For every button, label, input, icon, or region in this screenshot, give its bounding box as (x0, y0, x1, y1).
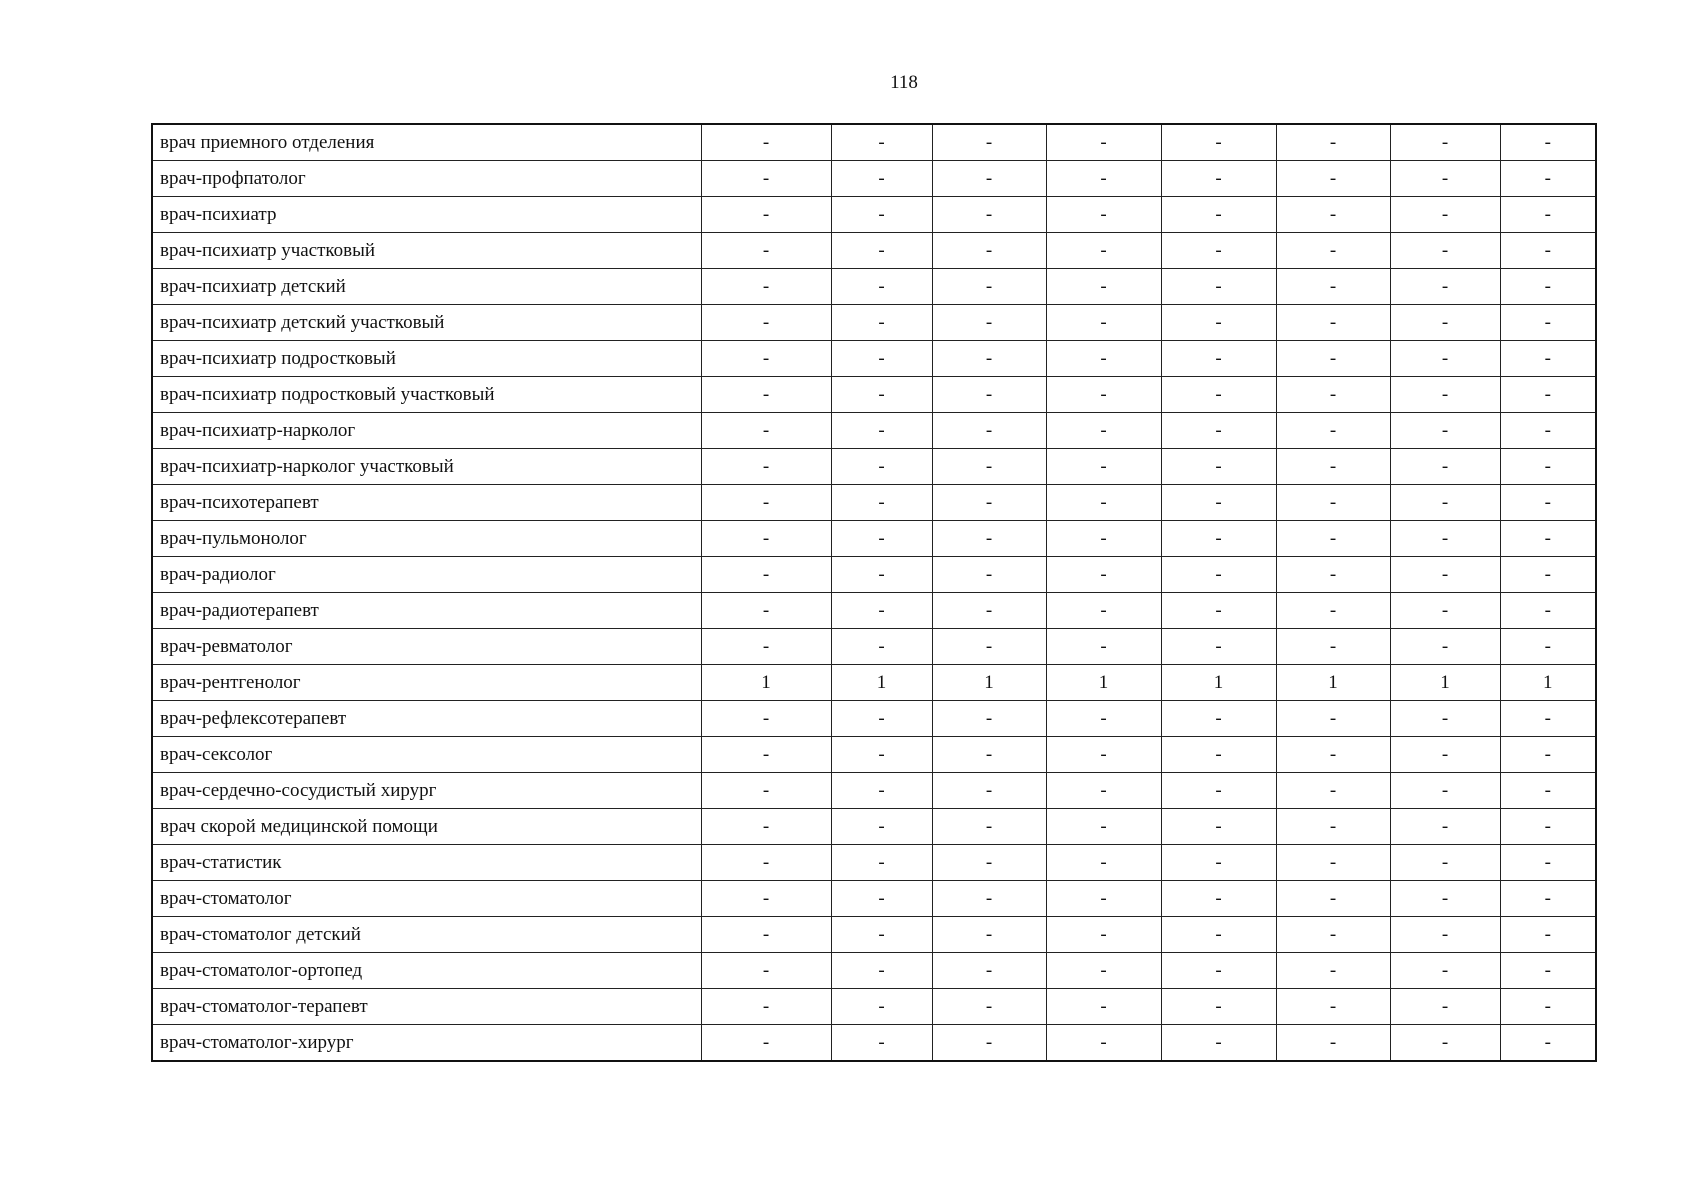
value-cell: - (831, 701, 932, 737)
value-cell: - (831, 161, 932, 197)
value-cell: - (1046, 521, 1161, 557)
value-cell: - (1390, 341, 1500, 377)
value-cell: - (1046, 989, 1161, 1025)
value-cell: - (1390, 917, 1500, 953)
value-cell: - (1046, 269, 1161, 305)
value-cell: - (831, 124, 932, 161)
value-cell: - (1390, 269, 1500, 305)
value-cell: - (1161, 629, 1276, 665)
table-row (152, 989, 1596, 1025)
value-cell: - (1161, 305, 1276, 341)
value-cell: - (1161, 413, 1276, 449)
value-cell: - (1161, 485, 1276, 521)
value-cell: - (701, 881, 831, 917)
table-row (152, 917, 1596, 953)
value-cell: - (1046, 1025, 1161, 1062)
value-cell: - (1161, 593, 1276, 629)
table-row (152, 881, 1596, 917)
position-name-cell: врач-психиатр подростковый участковый (152, 377, 701, 413)
value-cell: - (831, 629, 932, 665)
value-cell: - (701, 737, 831, 773)
value-cell: - (1161, 989, 1276, 1025)
value-cell: - (701, 521, 831, 557)
value-cell: - (1390, 233, 1500, 269)
value-cell: - (1161, 809, 1276, 845)
value-cell: - (932, 557, 1046, 593)
value-cell: - (1276, 593, 1390, 629)
position-name-cell: врач-пульмонолог (152, 521, 701, 557)
value-cell: - (831, 881, 932, 917)
value-cell: 1 (1046, 665, 1161, 701)
position-name-cell: врач-психиатр-нарколог (152, 413, 701, 449)
value-cell: - (1276, 449, 1390, 485)
value-cell: - (1161, 1025, 1276, 1062)
value-cell: - (1276, 557, 1390, 593)
value-cell: - (932, 845, 1046, 881)
value-cell: - (932, 485, 1046, 521)
value-cell: - (701, 161, 831, 197)
value-cell: - (1500, 233, 1596, 269)
position-name-cell: врач-сердечно-сосудистый хирург (152, 773, 701, 809)
value-cell: - (831, 521, 932, 557)
value-cell: 1 (701, 665, 831, 701)
value-cell: - (831, 989, 932, 1025)
table-row (152, 845, 1596, 881)
value-cell: - (1046, 953, 1161, 989)
value-cell: - (932, 773, 1046, 809)
value-cell: - (1276, 881, 1390, 917)
value-cell: - (831, 593, 932, 629)
table-row (152, 197, 1596, 233)
value-cell: - (1390, 161, 1500, 197)
value-cell: - (831, 917, 932, 953)
value-cell: - (831, 737, 932, 773)
value-cell: - (1046, 413, 1161, 449)
value-cell: - (1046, 917, 1161, 953)
position-name-cell: врач-сексолог (152, 737, 701, 773)
value-cell: - (1046, 197, 1161, 233)
value-cell: - (1390, 773, 1500, 809)
value-cell: - (1500, 413, 1596, 449)
value-cell: - (1046, 809, 1161, 845)
value-cell: - (932, 233, 1046, 269)
value-cell: - (831, 413, 932, 449)
value-cell: 1 (932, 665, 1046, 701)
value-cell: - (701, 953, 831, 989)
value-cell: - (831, 269, 932, 305)
value-cell: - (701, 593, 831, 629)
value-cell: - (1161, 124, 1276, 161)
value-cell: - (932, 953, 1046, 989)
value-cell: 1 (1161, 665, 1276, 701)
value-cell: - (1276, 953, 1390, 989)
value-cell: - (1276, 917, 1390, 953)
value-cell: - (831, 845, 932, 881)
value-cell: - (932, 161, 1046, 197)
value-cell: - (932, 881, 1046, 917)
staffing-table (151, 123, 1597, 1062)
value-cell: - (1390, 953, 1500, 989)
value-cell: - (1500, 1025, 1596, 1062)
value-cell: 1 (831, 665, 932, 701)
value-cell: - (1500, 881, 1596, 917)
value-cell: - (831, 773, 932, 809)
value-cell: 1 (1276, 665, 1390, 701)
value-cell: - (831, 953, 932, 989)
table-row (152, 953, 1596, 989)
table-row (152, 124, 1596, 161)
value-cell: - (1276, 521, 1390, 557)
table-row (152, 269, 1596, 305)
value-cell: - (1161, 233, 1276, 269)
value-cell: - (1161, 773, 1276, 809)
table-row (152, 485, 1596, 521)
table-row (152, 737, 1596, 773)
value-cell: - (1390, 1025, 1500, 1062)
value-cell: - (1500, 917, 1596, 953)
table-row (152, 305, 1596, 341)
value-cell: - (831, 449, 932, 485)
value-cell: - (831, 377, 932, 413)
position-name-cell: врач-психиатр-нарколог участковый (152, 449, 701, 485)
value-cell: - (1161, 953, 1276, 989)
value-cell: - (1046, 233, 1161, 269)
value-cell: - (1390, 845, 1500, 881)
position-name-cell: врач-стоматолог-ортопед (152, 953, 701, 989)
value-cell: - (701, 1025, 831, 1062)
value-cell: - (1390, 593, 1500, 629)
position-name-cell: врач-психиатр детский (152, 269, 701, 305)
value-cell: - (701, 341, 831, 377)
value-cell: - (1500, 269, 1596, 305)
value-cell: - (1161, 917, 1276, 953)
value-cell: - (1276, 413, 1390, 449)
value-cell: - (1390, 197, 1500, 233)
value-cell: - (1390, 629, 1500, 665)
position-name-cell: врач-стоматолог-терапевт (152, 989, 701, 1025)
value-cell: - (1500, 557, 1596, 593)
value-cell: - (1390, 881, 1500, 917)
value-cell: - (1161, 845, 1276, 881)
value-cell: - (1276, 845, 1390, 881)
value-cell: - (701, 701, 831, 737)
value-cell: - (1161, 701, 1276, 737)
value-cell: - (1390, 989, 1500, 1025)
value-cell: - (1161, 521, 1276, 557)
value-cell: - (932, 737, 1046, 773)
value-cell: - (1046, 161, 1161, 197)
value-cell: - (1161, 881, 1276, 917)
value-cell: - (1500, 161, 1596, 197)
value-cell: - (932, 1025, 1046, 1062)
value-cell: - (701, 845, 831, 881)
value-cell: - (1046, 557, 1161, 593)
value-cell: - (1500, 953, 1596, 989)
table-row (152, 809, 1596, 845)
value-cell: - (831, 809, 932, 845)
value-cell: 1 (1390, 665, 1500, 701)
value-cell: - (701, 233, 831, 269)
value-cell: - (1046, 593, 1161, 629)
table-row (152, 449, 1596, 485)
value-cell: - (1276, 1025, 1390, 1062)
position-name-cell: врач-стоматолог детский (152, 917, 701, 953)
table-row (152, 557, 1596, 593)
value-cell: - (1276, 773, 1390, 809)
value-cell: - (1046, 629, 1161, 665)
value-cell: - (831, 197, 932, 233)
page-number: 118 (890, 72, 918, 93)
value-cell: - (932, 449, 1046, 485)
value-cell: - (932, 809, 1046, 845)
table-row (152, 341, 1596, 377)
position-name-cell: врач-стоматолог (152, 881, 701, 917)
value-cell: - (701, 557, 831, 593)
position-name-cell: врач-рефлексотерапевт (152, 701, 701, 737)
table-row (152, 233, 1596, 269)
table-row (152, 665, 1596, 701)
table-row (152, 161, 1596, 197)
value-cell: - (831, 557, 932, 593)
value-cell: - (1500, 989, 1596, 1025)
value-cell: - (1046, 449, 1161, 485)
value-cell: - (1500, 701, 1596, 737)
staffing-table-body (152, 124, 1596, 1061)
value-cell: - (1276, 809, 1390, 845)
value-cell: - (1500, 773, 1596, 809)
position-name-cell: врач-психиатр (152, 197, 701, 233)
value-cell: - (701, 124, 831, 161)
value-cell: - (1046, 737, 1161, 773)
value-cell: - (1500, 521, 1596, 557)
value-cell: - (1161, 377, 1276, 413)
value-cell: - (1161, 449, 1276, 485)
value-cell: - (932, 341, 1046, 377)
value-cell: - (1046, 701, 1161, 737)
value-cell: - (701, 449, 831, 485)
table-row (152, 521, 1596, 557)
position-name-cell: врач-радиолог (152, 557, 701, 593)
value-cell: - (1276, 305, 1390, 341)
value-cell: - (1500, 845, 1596, 881)
value-cell: - (932, 521, 1046, 557)
position-name-cell: врач-профпатолог (152, 161, 701, 197)
value-cell: - (1276, 989, 1390, 1025)
value-cell: - (1046, 377, 1161, 413)
value-cell: - (831, 485, 932, 521)
value-cell: - (1046, 305, 1161, 341)
value-cell: - (1276, 341, 1390, 377)
value-cell: - (831, 233, 932, 269)
value-cell: - (1046, 845, 1161, 881)
position-name-cell: врач-ревматолог (152, 629, 701, 665)
value-cell: - (1500, 485, 1596, 521)
position-name-cell: врач-психиатр участковый (152, 233, 701, 269)
value-cell: - (1500, 305, 1596, 341)
value-cell: - (1390, 377, 1500, 413)
value-cell: - (1161, 557, 1276, 593)
position-name-cell: врач-радиотерапевт (152, 593, 701, 629)
value-cell: - (1276, 197, 1390, 233)
table-row (152, 629, 1596, 665)
value-cell: - (1046, 341, 1161, 377)
value-cell: - (1161, 737, 1276, 773)
value-cell: - (932, 593, 1046, 629)
value-cell: - (1390, 557, 1500, 593)
value-cell: - (1046, 485, 1161, 521)
value-cell: - (1390, 305, 1500, 341)
value-cell: - (1500, 593, 1596, 629)
value-cell: - (701, 809, 831, 845)
value-cell: - (932, 197, 1046, 233)
value-cell: - (932, 377, 1046, 413)
value-cell: - (932, 701, 1046, 737)
value-cell: - (701, 377, 831, 413)
position-name-cell: врач-психотерапевт (152, 485, 701, 521)
value-cell: - (1046, 773, 1161, 809)
value-cell: - (701, 629, 831, 665)
table-row (152, 1025, 1596, 1062)
value-cell: - (1500, 737, 1596, 773)
value-cell: - (831, 1025, 932, 1062)
value-cell: - (1161, 341, 1276, 377)
table-row (152, 773, 1596, 809)
value-cell: - (1161, 197, 1276, 233)
value-cell: - (932, 413, 1046, 449)
value-cell: - (1500, 449, 1596, 485)
value-cell: - (1276, 701, 1390, 737)
value-cell: - (1500, 377, 1596, 413)
value-cell: 1 (1500, 665, 1596, 701)
value-cell: - (1500, 197, 1596, 233)
value-cell: - (1390, 737, 1500, 773)
value-cell: - (1390, 124, 1500, 161)
value-cell: - (701, 773, 831, 809)
value-cell: - (1276, 161, 1390, 197)
value-cell: - (1500, 629, 1596, 665)
table-row (152, 377, 1596, 413)
table-row (152, 593, 1596, 629)
value-cell: - (932, 305, 1046, 341)
value-cell: - (1276, 233, 1390, 269)
value-cell: - (932, 989, 1046, 1025)
value-cell: - (932, 269, 1046, 305)
table-row (152, 701, 1596, 737)
value-cell: - (932, 629, 1046, 665)
value-cell: - (1276, 124, 1390, 161)
position-name-cell: врач-психиатр детский участковый (152, 305, 701, 341)
value-cell: - (1276, 485, 1390, 521)
value-cell: - (1390, 701, 1500, 737)
value-cell: - (932, 124, 1046, 161)
value-cell: - (1276, 377, 1390, 413)
value-cell: - (1500, 809, 1596, 845)
value-cell: - (1390, 449, 1500, 485)
value-cell: - (1390, 809, 1500, 845)
value-cell: - (701, 485, 831, 521)
value-cell: - (1500, 124, 1596, 161)
value-cell: - (1046, 881, 1161, 917)
value-cell: - (701, 917, 831, 953)
position-name-cell: врач скорой медицинской помощи (152, 809, 701, 845)
position-name-cell: врач-психиатр подростковый (152, 341, 701, 377)
position-name-cell: врач-статистик (152, 845, 701, 881)
value-cell: - (1390, 521, 1500, 557)
value-cell: - (1390, 485, 1500, 521)
value-cell: - (1161, 269, 1276, 305)
position-name-cell: врач приемного отделения (152, 124, 701, 161)
position-name-cell: врач-стоматолог-хирург (152, 1025, 701, 1062)
value-cell: - (1276, 269, 1390, 305)
value-cell: - (1276, 737, 1390, 773)
position-name-cell: врач-рентгенолог (152, 665, 701, 701)
value-cell: - (932, 917, 1046, 953)
value-cell: - (1046, 124, 1161, 161)
table-row (152, 413, 1596, 449)
value-cell: - (1390, 413, 1500, 449)
value-cell: - (701, 413, 831, 449)
value-cell: - (701, 989, 831, 1025)
value-cell: - (1161, 161, 1276, 197)
value-cell: - (1500, 341, 1596, 377)
value-cell: - (701, 305, 831, 341)
value-cell: - (831, 341, 932, 377)
value-cell: - (701, 269, 831, 305)
value-cell: - (1276, 629, 1390, 665)
value-cell: - (831, 305, 932, 341)
value-cell: - (701, 197, 831, 233)
